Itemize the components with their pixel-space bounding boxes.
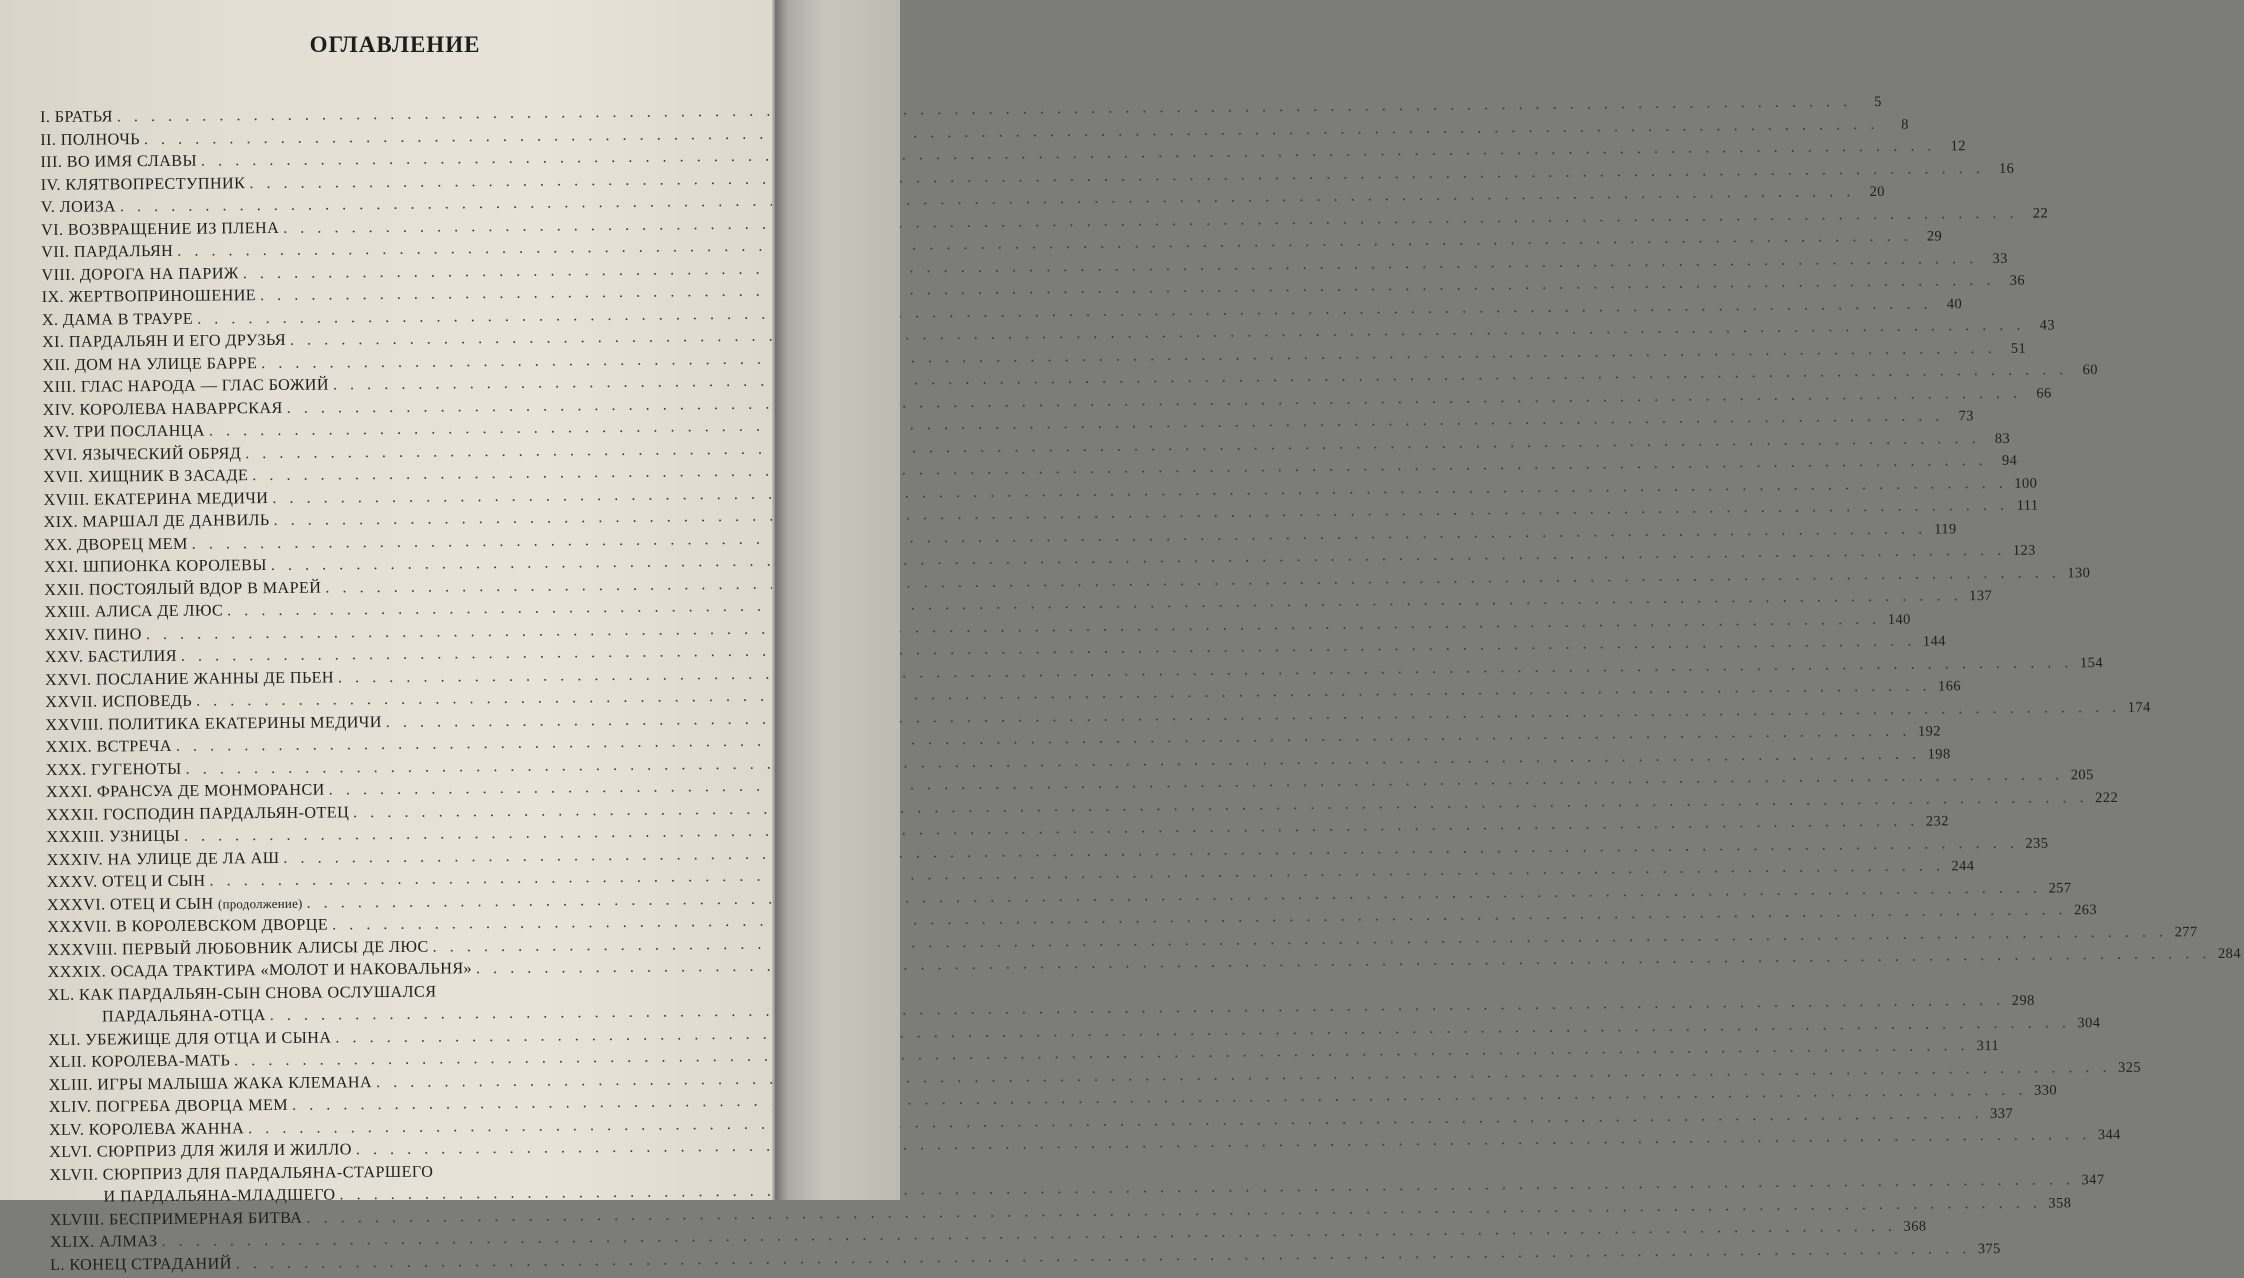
toc-entry-title <box>44 601 223 622</box>
toc-page-number: 73 <box>1958 408 1974 425</box>
page-title: ОГЛАВЛЕНИЕ <box>309 32 481 57</box>
toc-entry-title <box>41 242 173 262</box>
toc-page-number: 330 <box>2034 1082 2058 1099</box>
toc-entry-title-text: XXIV. ПИНО <box>44 624 142 644</box>
table-of-contents <box>40 93 2242 1278</box>
toc-page-number: 94 <box>2001 452 2018 469</box>
toc-page-number: 20 <box>1869 183 1885 201</box>
toc-page-number: 358 <box>2048 1194 2072 1212</box>
toc-entry-title <box>45 668 334 690</box>
toc-entry-title <box>47 916 328 937</box>
toc-page-number: 368 <box>1903 1218 1927 1235</box>
toc-entry-title-text: XII. ДОМ НА УЛИЦЕ БАРРЕ <box>42 353 258 374</box>
toc-entry-title <box>40 152 197 172</box>
toc-entry-title <box>44 534 188 554</box>
toc-page-number: 36 <box>2009 272 2026 289</box>
toc-page-number: 166 <box>1937 678 1962 695</box>
toc-entry-title-text: III. ВО ИМЯ СЛАВЫ <box>40 151 198 171</box>
toc-entry-title-text: XIII. ГЛАС НАРОДА — ГЛАС БОЖИЙ <box>42 375 329 396</box>
toc-page-number: 51 <box>2010 340 2027 357</box>
toc-entry-title: XLVII. СЮРПРИЗ ДЛЯ ПАРДАЛЬЯНА-СТАРШЕГО <box>49 1162 434 1184</box>
toc-page-number: 205 <box>2070 767 2094 784</box>
toc-page-number: 140 <box>1887 611 1911 628</box>
toc-entry-title-text: L. КОНЕЦ СТРАДАНИЙ <box>50 1253 232 1274</box>
toc-entry-title <box>43 422 205 442</box>
toc-page-number: 222 <box>2095 789 2119 806</box>
toc-page-number: 284 <box>2217 945 2242 963</box>
toc-entry-title <box>44 556 267 577</box>
toc-entry-title-text: VII. ПАРДАЛЬЯН <box>41 241 174 261</box>
toc-page-number: 29 <box>1926 228 1943 245</box>
toc-entry-title-text: XXV. БАСТИЛИЯ <box>44 646 177 666</box>
toc-entry-title <box>44 511 270 532</box>
toc-entry-title-text: XLII. КОРОЛЕВА-МАТЬ <box>48 1051 231 1071</box>
toc-entry-title-text: I. БРАТЬЯ <box>40 107 113 126</box>
toc-entry-title <box>46 759 182 779</box>
toc-entry-title-text: XXXI. ФРАНСУА ДЕ МОНМОРАНСИ <box>45 780 325 801</box>
toc-page-number: 66 <box>2036 384 2052 402</box>
toc-entry-title <box>45 625 142 645</box>
toc-page-number: 5 <box>1874 93 1882 110</box>
toc-page-number: 277 <box>2174 923 2198 940</box>
toc-page-number: 83 <box>1994 430 2011 447</box>
toc-entry-title <box>49 1140 352 1162</box>
toc-entry-title-text: IX. ЖЕРТВОПРИНОШЕНИЕ <box>41 286 257 306</box>
toc-entry-title <box>47 937 428 959</box>
toc-entry-title <box>45 713 382 735</box>
toc-page-number: 174 <box>2127 699 2151 716</box>
toc-entry-title <box>41 264 238 285</box>
toc-entry-title-text: XXXVII. В КОРОЛЕВСКОМ ДВОРЦЕ <box>47 915 329 936</box>
toc-entry-title <box>42 331 286 352</box>
toc-entry-title <box>46 827 180 847</box>
toc-entry-title <box>45 692 192 712</box>
toc-entry-title <box>48 1073 372 1095</box>
toc-page-number: 347 <box>2081 1172 2105 1189</box>
toc-entry-title-text: XV. ТРИ ПОСЛАНЦА <box>42 421 206 441</box>
toc-entry-title <box>40 130 140 150</box>
toc-entry-title <box>41 174 246 195</box>
toc-entry-title-text: XVI. ЯЗЫЧЕСКИЙ ОБРЯД <box>42 443 242 464</box>
toc-entry-title-text: VI. ВОЗВРАЩЕНИЕ ИЗ ПЛЕНА <box>40 218 280 239</box>
toc-entry-title-text: XXIX. ВСТРЕЧА <box>45 736 172 756</box>
toc-entry-title-text: XXXVI. ОТЕЦ И СЫН <box>46 894 214 914</box>
toc-page-number: 130 <box>2067 564 2091 581</box>
toc-entry-title <box>45 647 177 667</box>
toc-entry-title <box>42 375 329 396</box>
toc-page-number: 12 <box>1950 138 1967 155</box>
toc-entry-title-text: XLI. УБЕЖИЩЕ ДЛЯ ОТЦА И СЫНА <box>48 1027 332 1049</box>
toc-entry-title-text: V. ЛОИЗА <box>40 197 117 216</box>
toc-entry-title-text: XXVI. ПОСЛАНИЕ ЖАННЫ ДЕ ПЬЕН <box>44 667 335 689</box>
toc-entry-title <box>40 107 113 127</box>
toc-entry-title-text: X. ДАМА В ТРАУРЕ <box>41 309 194 329</box>
toc-entry-title <box>42 354 257 375</box>
toc-entry-title-text: XXXIV. НА УЛИЦЕ ДЕ ЛА АШ <box>46 848 280 869</box>
toc-page-number: 16 <box>1998 160 2015 177</box>
toc-entry-title-text: XXXII. ГОСПОДИН ПАРДАЛЬЯН-ОТЕЦ <box>46 802 350 824</box>
toc-entry-title-text: XXVII. ИСПОВЕДЬ <box>45 691 193 711</box>
toc-page-number: 337 <box>1990 1105 2014 1122</box>
toc-page-number: 298 <box>2011 992 2035 1009</box>
toc-entry-title-text: XLIV. ПОГРЕБА ДВОРЦА МЕМ <box>48 1095 289 1116</box>
toc-page-number: 22 <box>2032 204 2049 222</box>
toc-page-number: 235 <box>2025 835 2049 852</box>
toc-entry-title <box>47 959 472 982</box>
toc-page-number: 304 <box>2077 1014 2101 1031</box>
toc-page-number: 192 <box>1917 723 1941 740</box>
toc-page-number: 60 <box>2082 362 2098 379</box>
toc-entry-title <box>42 309 193 329</box>
toc-entry-title <box>45 737 172 757</box>
toc-entry-title-text: XXXV. ОТЕЦ И СЫН <box>46 871 206 891</box>
toc-page-number: 123 <box>2012 542 2036 559</box>
toc-entry-title-text: XVII. ХИЩНИК В ЗАСАДЕ <box>43 466 249 486</box>
toc-entry-title-continued: ПАРДАЛЬЯНА-ОТЦА <box>101 1006 266 1026</box>
toc-page-number: 257 <box>2048 879 2072 897</box>
toc-entry-subtitle: (продолжение) <box>217 895 303 911</box>
toc-page-number: 111 <box>2016 497 2039 514</box>
toc-page-number: 263 <box>2074 902 2098 919</box>
toc-page-number: 137 <box>1969 587 1993 605</box>
toc-entry-title <box>41 218 279 239</box>
toc-entry-title <box>44 578 321 599</box>
toc-page-number: 375 <box>1977 1240 2001 1257</box>
toc-entry-title-text: XLIX. АЛМАЗ <box>49 1232 158 1251</box>
toc-entry-title <box>42 286 257 307</box>
toc-entry-title <box>48 1028 331 1049</box>
toc-entry-title-text: XXVIII. ПОЛИТИКА ЕКАТЕРИНЫ МЕДИЧИ <box>45 712 382 734</box>
toc-entry-title: XL. КАК ПАРДАЛЬЯН-СЫН СНОВА ОСЛУШАЛСЯ <box>47 982 437 1004</box>
toc-entry-title-text: XXIII. АЛИСА ДЕ ЛЮС <box>44 601 224 621</box>
toc-entry-title-text: XXII. ПОСТОЯЛЫЙ ВДОР В МАРЕЙ <box>44 578 322 599</box>
toc-entry-title-text: XXXIII. УЗНИЦЫ <box>46 826 180 846</box>
toc-page-number: 311 <box>1976 1037 2000 1055</box>
toc-page-number: 8 <box>1901 116 1909 133</box>
toc-entry-title <box>43 466 248 487</box>
toc-entry-title-text: VIII. ДОРОГА НА ПАРИЖ <box>41 263 239 284</box>
toc-entry-title-text: XXX. ГУГЕНОТЫ <box>45 759 182 779</box>
toc-entry-title <box>50 1208 303 1229</box>
toc-entry-title-text: XXI. ШПИОНКА КОРОЛЕВЫ <box>43 556 267 576</box>
toc-entry-title-text: XIV. КОРОЛЕВА НАВАРРСКАЯ <box>42 398 283 419</box>
toc-page-number: 40 <box>1946 295 1963 312</box>
toc-page-number: 144 <box>1922 633 1946 650</box>
toc-page-number: 344 <box>2097 1126 2121 1144</box>
toc-entry-title <box>49 1119 244 1140</box>
toc-entry-title <box>50 1254 232 1275</box>
toc-entry-title-text: XVIII. ЕКАТЕРИНА МЕДИЧИ <box>43 488 269 509</box>
toc-entry-title <box>43 398 283 419</box>
toc-entry-title <box>41 197 116 217</box>
toc-page-number: 119 <box>1934 520 1957 537</box>
toc-page-number: 100 <box>2014 475 2038 492</box>
toc-entry-title <box>48 1051 230 1072</box>
toc-entry-title-text: XX. ДВОРЕЦ МЕМ <box>43 534 188 554</box>
toc-page-number: 33 <box>1992 250 2008 267</box>
toc-entry-title-continued: И ПАРДАЛЬЯНА-МЛАДШЕГО <box>103 1185 336 1206</box>
toc-entry-title-text: XLIII. ИГРЫ МАЛЫША ЖАКА КЛЕМАНА <box>48 1072 373 1094</box>
toc-entry-title <box>43 444 241 465</box>
toc-page-number: 154 <box>2079 654 2104 671</box>
toc-entry-title-text: XXXIX. ОСАДА ТРАКТИРА «МОЛОТ И НАКОВАЛЬНЯ» <box>47 959 473 981</box>
toc-entry-title-text: XI. ПАРДАЛЬЯН И ЕГО ДРУЗЬЯ <box>41 330 287 351</box>
toc-entry-title <box>46 848 279 869</box>
toc-page-number: 325 <box>2118 1059 2142 1076</box>
toc-page-number: 198 <box>1927 745 1951 763</box>
toc-entry-title <box>46 803 349 825</box>
toc-entry-title <box>47 893 303 914</box>
adjacent-page <box>775 0 900 1200</box>
toc-entry-title-text: XLVIII. БЕСПРИМЕРНАЯ БИТВА <box>49 1208 303 1229</box>
toc-entry-title <box>49 1096 289 1117</box>
toc-page-number: 244 <box>1951 858 1975 875</box>
toc-entry-title-text: XLV. КОРОЛЕВА ЖАННА <box>48 1118 245 1139</box>
toc-entry-title-text: XIX. МАРШАЛ ДЕ ДАНВИЛЬ <box>43 511 270 531</box>
toc-page-number: 43 <box>2039 317 2056 334</box>
toc-entry-title <box>46 781 325 802</box>
toc-page-number: 232 <box>1925 813 1949 830</box>
toc-entry-title <box>43 489 268 510</box>
toc-entry-title-text: XXXVIII. ПЕРВЫЙ ЛЮБОВНИК АЛИСЫ ДЕ ЛЮС <box>47 937 429 959</box>
toc-entry-title-text: II. ПОЛНОЧЬ <box>40 129 140 149</box>
toc-entry-title-text: IV. КЛЯТВОПРЕСТУПНИК <box>40 173 246 194</box>
toc-entry-title <box>47 872 206 892</box>
toc-entry-title <box>50 1232 158 1252</box>
toc-entry-title-text: XLVI. СЮРПРИЗ ДЛЯ ЖИЛЯ И ЖИЛЛО <box>49 1140 352 1161</box>
